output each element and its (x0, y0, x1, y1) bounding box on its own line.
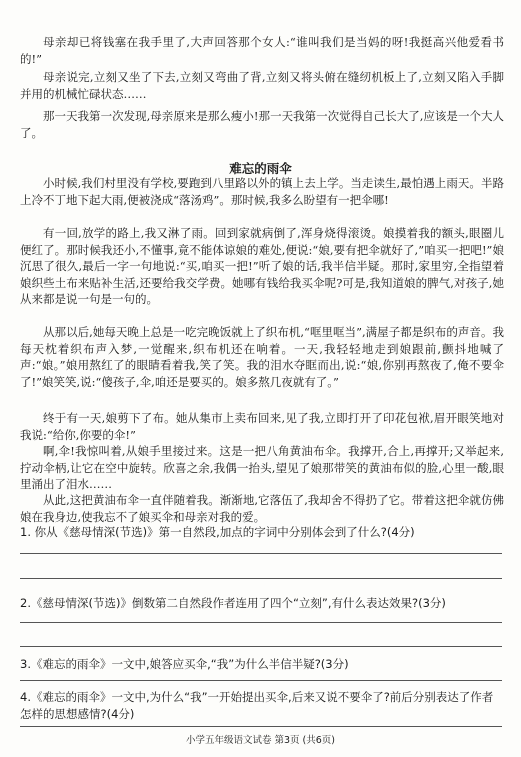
passage2-paragraph-3: 从那以后,她每天晚上总是一吃完晚饭就上了织布机,“哐里哐当”,满屋子都是织布的声音。我每天枕着织布声入梦,一觉醒来,织布机还在响着。一天,我轻轻地走到娘跟前,颤抖地喊了声:“娘。”娘用熬红了的眼睛看着我,笑了笑。我的泪水夺眶而出,说:“娘,你别再熬夜了,俺不要伞了!”娘笑笑,说:“傻孩子,伞,咱还是要买的。娘多熬几夜就有了。” (20, 325, 504, 389)
answer-line[interactable] (20, 553, 502, 554)
answer-line[interactable] (20, 578, 502, 579)
question-2: 2.《慈母情深(节选)》倒数第二自然段作者连用了四个“立刻”,有什么表达效果?(3分) (20, 596, 446, 610)
question-1: 1. 你从《慈母情深(节选)》第一自然段,加点的字词中分别体会到了什么?(4分) (20, 525, 415, 539)
passage1-paragraph-3: 那一天我第一次发现,母亲原来是那么瘦小!那一天我第一次觉得自己长大了,应该是一个大人了。 (20, 109, 504, 140)
passage2-paragraph-6: 从此,这把黄油布伞一直伴随着我。渐渐地,它落伍了,我却舍不得扔了它。带着这把伞就仿佛娘在我身边,使我忘不了娘买伞和母亲对我的爱。 (20, 493, 504, 524)
passage2-paragraph-5: 啊,伞!我惊叫着,从娘手里接过来。这是一把八角黄油布伞。我撑开,合上,再撑开;又举起来,拧动伞柄,让它在空中旋转。欣喜之余,我偶一抬头,望见了娘那带笑的黄油布似的脸,心里一酸,眼里涌出了泪水…… (20, 444, 504, 491)
answer-line[interactable] (20, 726, 502, 727)
passage1-paragraph-1: 母亲却已将钱塞在我手里了,大声回答那个女人:“谁叫我们是当妈的呀!我挺高兴他爱看书的!” (20, 35, 504, 66)
passage2-paragraph-4: 终于有一天,娘剪下了布。她从集市上卖布回来,见了我,立即打开了印花包袱,眉开眼笑地对我说:“给你,你要的伞!” (20, 411, 504, 442)
page-footer: 小学五年级语文试卷 第3页 (共6页) (185, 735, 336, 746)
answer-line[interactable] (20, 680, 502, 681)
answer-line[interactable] (20, 646, 502, 647)
passage2-paragraph-2: 有一回,放学的路上,我又淋了雨。回到家就病倒了,浑身烧得滚烫。娘摸着我的额头,眼圈儿便红了。那时候我还小,不懂事,竟不能体谅娘的难处,便说:“娘,要有把伞就好了,”咱买一把吧!”娘沉思了很久,最后一字一句地说:“买,咱买一把!”听了娘的话,我半信半疑。那时,家里穷,全指望着娘织些土布来贴补生活,还要给我交学费。她哪有钱给我买伞呢?可是,我知道娘的脾气,对孩子,她从来都是说一句是一句的。 (20, 226, 504, 306)
passage1-paragraph-2: 母亲说完,立刻又坐了下去,立刻又弯曲了背,立刻又将头俯在缝纫机板上了,立刻又陷入手脚并用的机械忙碌状态…… (20, 70, 504, 101)
question-4: 4.《难忘的雨伞》一文中,为什么“我”一开始提出买伞,后来又说不要伞了?前后分别表达了作者怎样的思想感情?(4分) (20, 690, 494, 721)
passage2-paragraph-1: 小时候,我们村里没有学校,要跑到八里路以外的镇上去上学。当走读生,最怕遇上雨天。半路上冷不丁地下起大雨,便被浇成“落汤鸡”。那时候,我多么盼望有一把伞哪! (20, 176, 504, 207)
question-3: 3.《难忘的雨伞》一文中,娘答应买伞,“我”为什么半信半疑?(3分) (20, 657, 349, 671)
passage2-title: 难忘的雨伞 (229, 161, 292, 176)
answer-line[interactable] (20, 622, 502, 623)
